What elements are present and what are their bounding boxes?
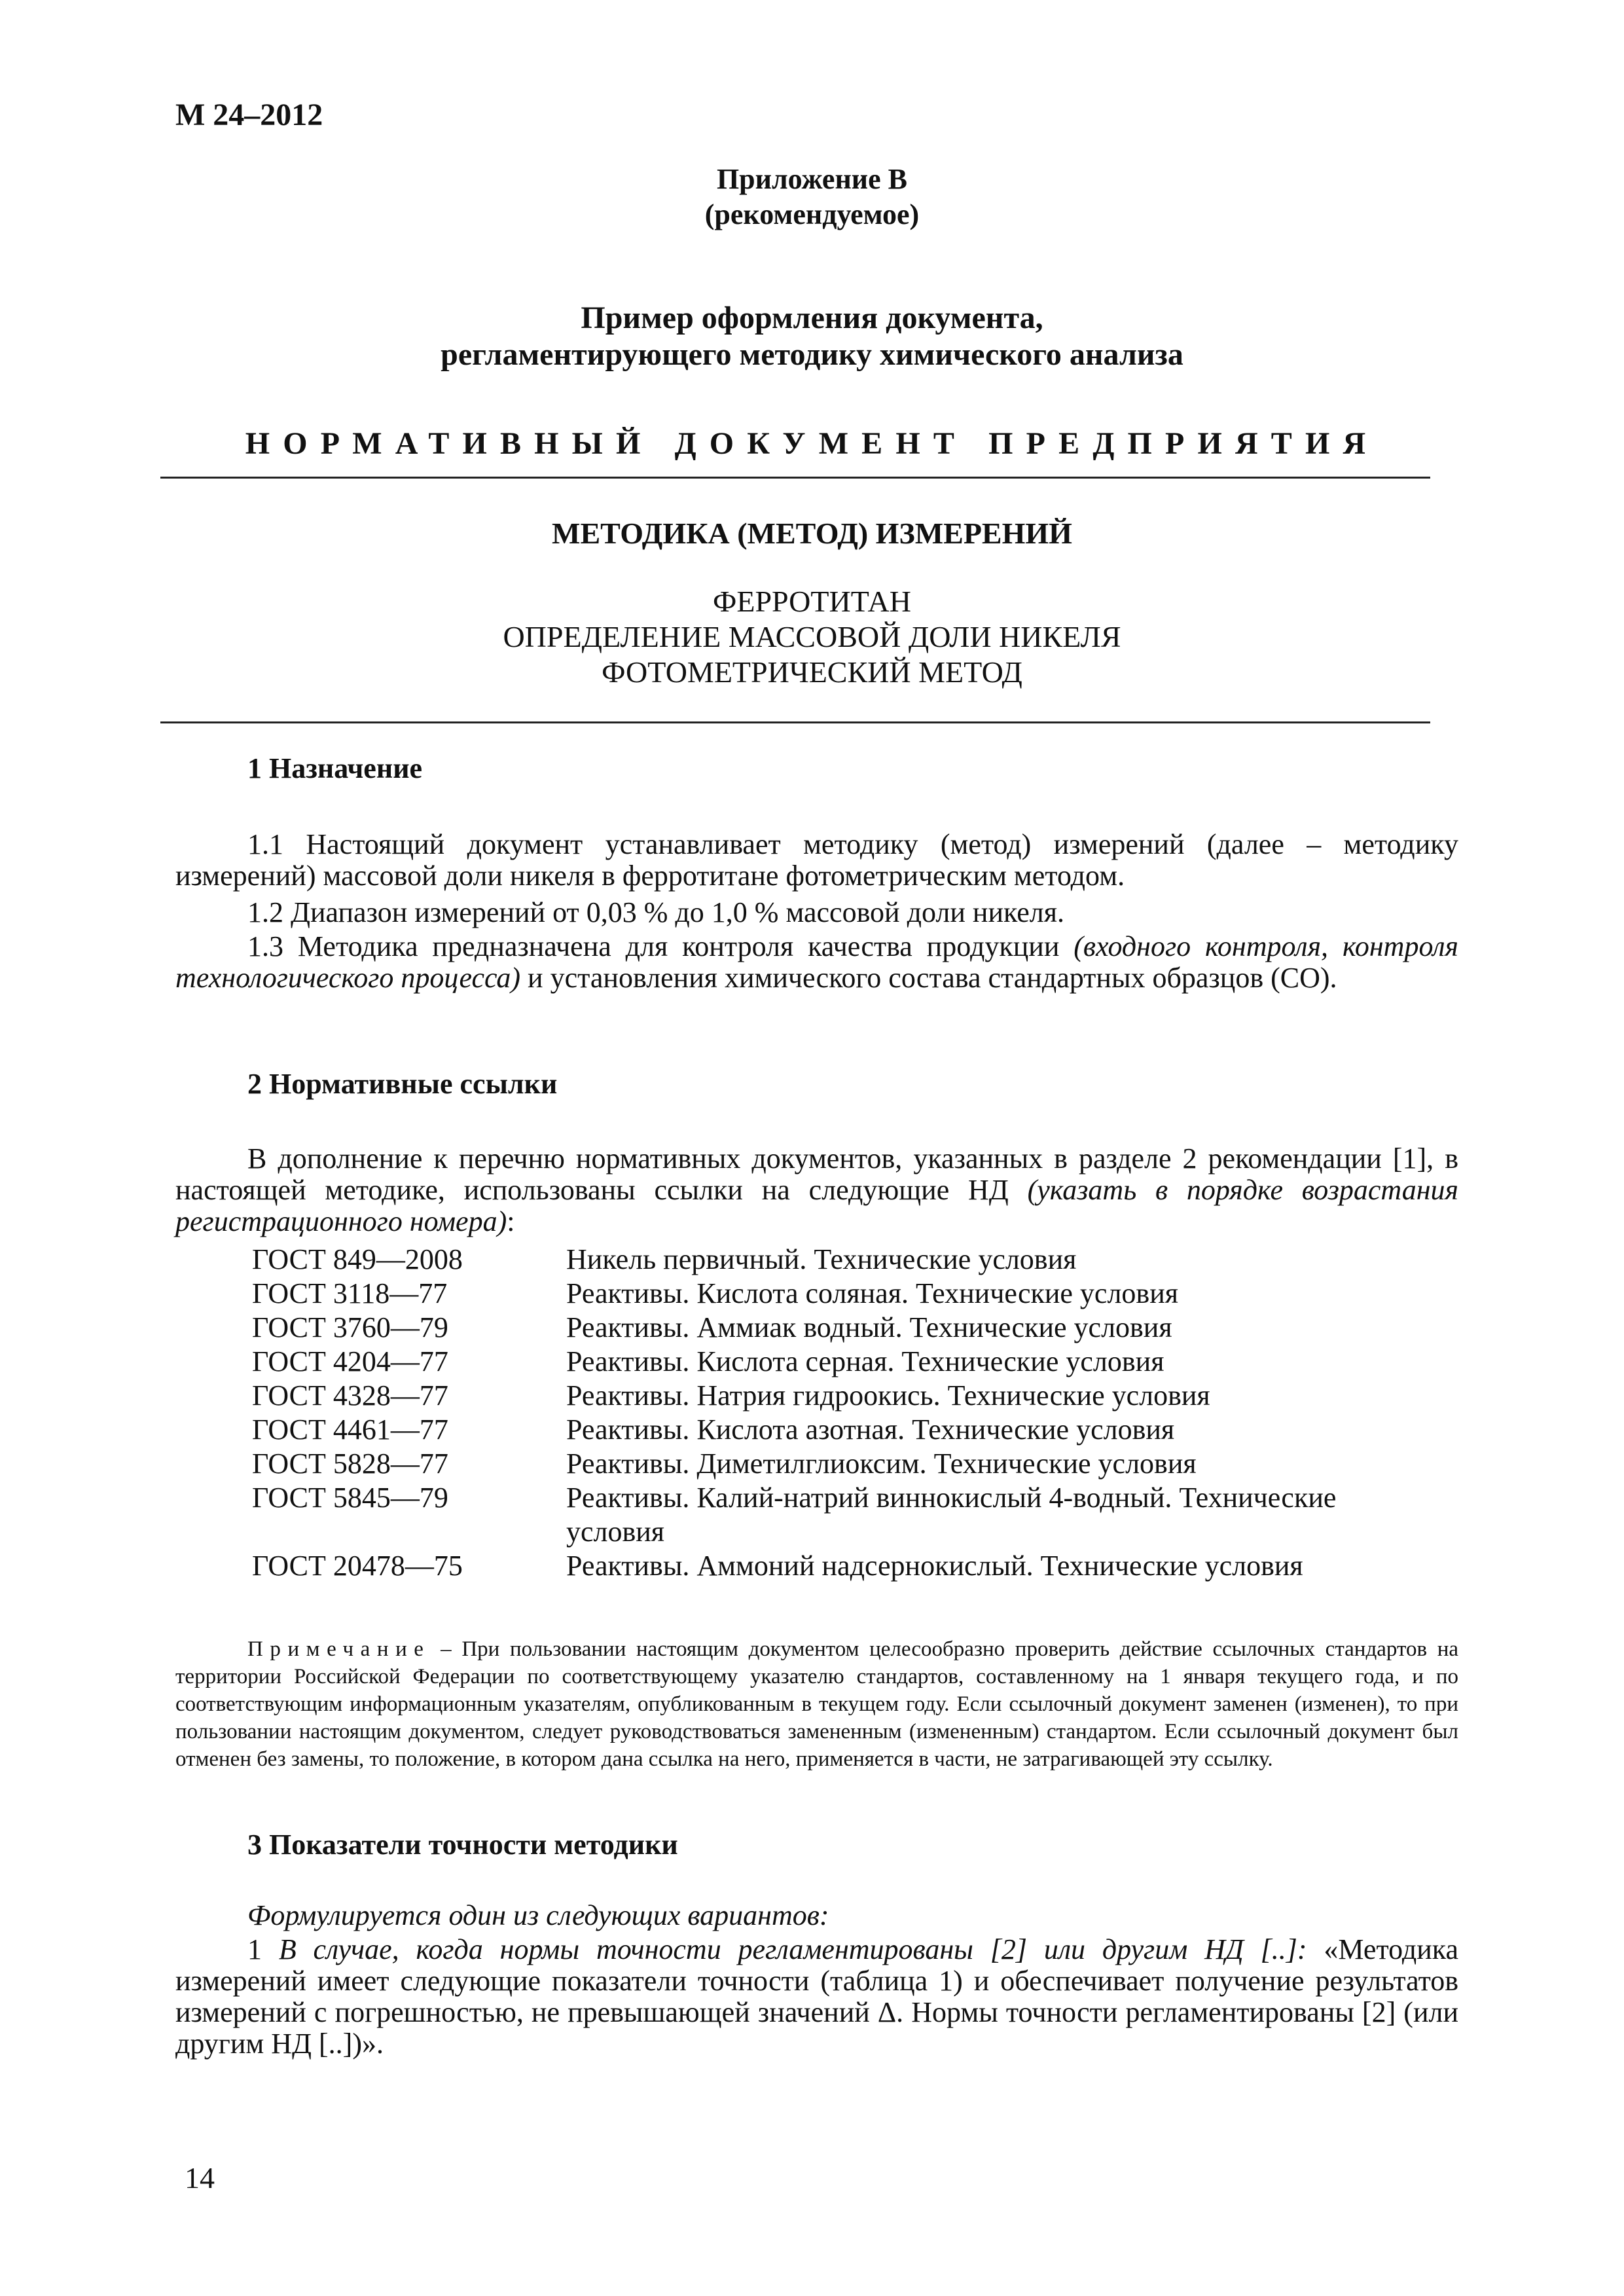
reference-title: Реактивы. Кислота азотная. Технические условия [566, 1413, 1175, 1446]
section3-heading: 3 Показатели точности методики [247, 1829, 678, 1861]
reference-title: Реактивы. Кислота серная. Технические условия [566, 1345, 1164, 1377]
section1-para1: 1.1 Настоящий документ устанавливает методику (метод) измерений (далее – методику измерений) массовой доли никеля в ферротитане фотометрическим методом. [175, 828, 1458, 892]
section3-para1-italic: В случае, когда нормы точности регламентированы [2] или другим НД [..]: [278, 1933, 1307, 1965]
reference-code: ГОСТ 3760—79 [252, 1311, 448, 1343]
example-title-line1: Пример оформления документа, [581, 301, 1043, 335]
subject-line1: ФЕРРОТИТАН [713, 585, 911, 618]
reference-row [252, 1277, 1417, 1311]
reference-row [252, 1413, 1417, 1447]
reference-code: ГОСТ 4204—77 [252, 1345, 448, 1377]
section2-heading: 2 Нормативные ссылки [247, 1068, 558, 1100]
note-label: Примечание [247, 1637, 431, 1661]
reference-row [252, 1447, 1417, 1481]
method-heading: МЕТОДИКА (МЕТОД) ИЗМЕРЕНИЙ [552, 517, 1072, 550]
section1-para3-italic: (входного контроля, контроля технологического процесса) [175, 930, 1458, 994]
section1-para3: 1.3 Методика предназначена для контроля качества продукции (входного контроля, контроля технологического процесса) и установления химического состава стандартных образцов (СО). [175, 930, 1458, 994]
reference-code: ГОСТ 4328—77 [252, 1379, 448, 1412]
section1-heading: 1 Назначение [247, 752, 423, 784]
example-title-line2: регламентирующего методику химического анализа [441, 337, 1183, 372]
document-type-banner: НОРМАТИВНЫЙ ДОКУМЕНТ ПРЕДПРИЯТИЯ [245, 426, 1379, 461]
subject-line2: ОПРЕДЕЛЕНИЕ МАССОВОЙ ДОЛИ НИКЕЛЯ [503, 620, 1121, 653]
reference-code: ГОСТ 20478—75 [252, 1550, 463, 1582]
section2-note: Примечание – При пользовании настоящим документом целесообразно проверить действие ссылочных стандартов на территории Российской Федерации по соответствующему указателю стандартов, составленному на 1 января текущего года, и по соответствующим информационным указателям, опубликованным в текущем году. Если ссылочный документ заменен (изменен), то при пользовании настоящим документом, следует руководствоваться замененным (измененным) стандартом. Если ссылочный документ был отменен без замены, то положение, в котором дана ссылка на него, применяется в части, не затрагивающей эту ссылку. [175, 1637, 1458, 1771]
section2-intro: В дополнение к перечню нормативных документов, указанных в разделе 2 рекомендации [1], в настоящей методике, использованы ссылки на следующие НД (указать в порядке возрастания регистрационного номера): [175, 1142, 1459, 1237]
appendix-subtitle: (рекомендуемое) [704, 198, 920, 230]
appendix-title: Приложение В [716, 163, 908, 195]
reference-code: ГОСТ 5828—77 [252, 1448, 448, 1480]
section3-para1: 1 В случае, когда нормы точности регламентированы [2] или другим НД [..]: «Методика измерений имеет следующие показатели точности (таблица 1) и обеспечивает получение результатов измерений с погрешностью, не превышающей значений Δ. Нормы точности регламентированы [2] (или другим НД [..])». [175, 1933, 1458, 2060]
reference-title: Никель первичный. Технические условия [566, 1243, 1077, 1275]
document-code: М 24–2012 [175, 98, 323, 132]
subject-line3: ФОТОМЕТРИЧЕСКИЙ МЕТОД [602, 655, 1022, 689]
bottom-rule [160, 721, 1430, 723]
reference-title: Реактивы. Аммиак водный. Технические условия [566, 1311, 1172, 1343]
section2-intro-italic: (указать в порядке возрастания регистрационного номера) [175, 1174, 1459, 1237]
reference-code: ГОСТ 849—2008 [252, 1243, 463, 1275]
reference-code: ГОСТ 5845—79 [252, 1482, 448, 1514]
reference-title: Реактивы. Диметилглиоксим. Технические условия [566, 1448, 1197, 1480]
section3-lead: Формулируется один из следующих вариантов: [247, 1899, 829, 1931]
reference-title: Реактивы. Калий-натрий виннокислый 4-водный. Технические условия [566, 1482, 1337, 1548]
reference-title: Реактивы. Аммоний надсернокислый. Технические условия [566, 1550, 1303, 1582]
reference-row [252, 1481, 1417, 1549]
reference-row [252, 1379, 1417, 1413]
section1-para2: 1.2 Диапазон измерений от 0,03 % до 1,0 % массовой доли никеля. [247, 896, 1065, 928]
page-number: 14 [185, 2161, 215, 2195]
reference-code: ГОСТ 3118—77 [252, 1277, 448, 1309]
reference-row [252, 1549, 1417, 1583]
reference-row [252, 1345, 1417, 1379]
reference-row [252, 1311, 1417, 1345]
reference-title: Реактивы. Кислота соляная. Технические условия [566, 1277, 1178, 1309]
top-rule [160, 477, 1430, 479]
normative-references-table [252, 1243, 1417, 1583]
reference-title: Реактивы. Натрия гидроокись. Технические условия [566, 1379, 1210, 1412]
reference-code: ГОСТ 4461—77 [252, 1413, 448, 1446]
reference-row [252, 1243, 1417, 1277]
